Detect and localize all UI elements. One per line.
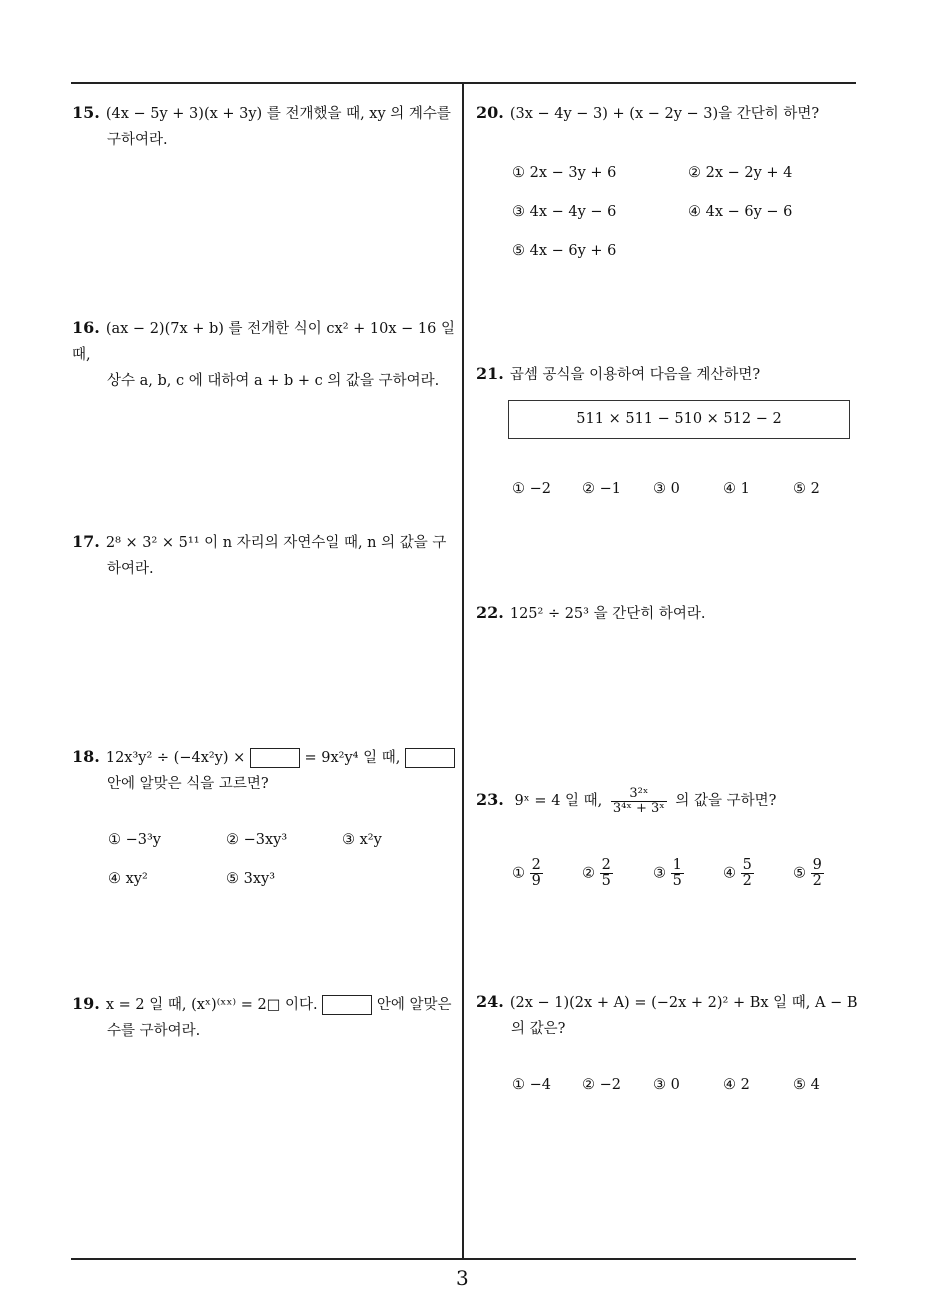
choice-2[interactable]: ② −1 [582,481,621,497]
fraction [611,787,667,815]
choice-3[interactable]: ③ x²y [342,832,382,848]
question-number: 20. [476,103,504,122]
choice-mark: ④ [723,865,736,882]
fraction-numerator: 5 [742,857,752,873]
choice-4[interactable]: ④ xy² [108,871,148,887]
question-24 [476,989,866,1042]
choice-5[interactable] [793,858,824,889]
question-text-cont: 수를 구하여라. [107,1023,201,1039]
question-23 [476,787,861,815]
fraction-denominator: 3⁴ˣ + 3ˣ [612,800,665,816]
question-number: 15. [72,103,100,122]
fraction-denominator: 5 [672,873,682,890]
choice-5[interactable]: ⑤ 3xy³ [226,871,276,887]
choice-fraction [530,858,543,889]
question-text: 12x³y² ÷ (−4x²y) × [105,750,246,766]
answer-blank-box [405,748,455,768]
choice-3[interactable] [653,858,684,889]
question-text: (2x − 1)(2x + A) = (−2x + 2)² + Bx 일 때, A − B [509,995,858,1011]
question-text: (ax − 2)(7x + b) 를 전개한 식이 cx² + 10x − 16 일 때, [72,321,455,363]
fraction-numerator: 1 [672,857,682,873]
question-text: = 9x²y⁴ 일 때, [304,750,401,766]
choice-mark: ① [512,865,525,882]
choice-mark: ⑤ [793,865,806,882]
choice-3[interactable]: ③ 0 [653,481,680,497]
question-text-cont: 상수 a, b, c 에 대하여 a + b + c 의 값을 구하여라. [107,373,440,389]
choice-fraction [600,858,613,889]
choice-3[interactable]: ③ 0 [653,1077,680,1093]
question-text-cont: 구하여라. [107,132,168,148]
fraction-numerator: 3²ˣ [611,787,667,802]
choice-fraction [671,858,684,889]
choice-1[interactable]: ① −3³y [108,832,161,848]
question-18 [72,744,462,797]
question-text: 9ˣ = 4 일 때, [514,793,603,810]
fraction-denominator: 2 [742,873,752,890]
choice-2[interactable]: ② 2x − 2y + 4 [688,165,793,181]
question-text: x = 2 일 때, (xˣ)⁽ˣˣ⁾ = 2□ 이다. [105,997,318,1013]
answer-blank-box [322,995,372,1015]
question-number: 17. [72,532,100,551]
question-number: 22. [476,603,504,622]
question-17 [72,529,457,582]
question-21-choices [512,478,832,502]
page-number: 3 [456,1266,469,1290]
answer-blank-box [250,748,300,768]
choice-3[interactable]: ③ 4x − 4y − 6 [512,204,617,220]
choice-4[interactable]: ④ 2 [723,1077,750,1093]
choice-5[interactable]: ⑤ 2 [793,481,820,497]
question-18-choices [108,829,448,889]
question-text: (3x − 4y − 3) + (x − 2y − 3)을 간단히 하면? [509,106,820,122]
choice-fraction [741,858,754,889]
question-text: 125² ÷ 25³ 을 간단히 하여라. [509,606,706,622]
question-15 [72,100,457,153]
choice-1[interactable]: ① −2 [512,481,551,497]
question-text: (4x − 5y + 3)(x + 3y) 를 전개했을 때, xy 의 계수를 [105,106,451,122]
question-24-choices [512,1074,832,1098]
choice-5[interactable]: ⑤ 4 [793,1077,820,1093]
question-23-choices [512,858,832,900]
question-number: 18. [72,747,100,766]
question-number: 24. [476,992,504,1011]
question-text: 곱셈 공식을 이용하여 다음을 계산하면? [509,367,761,383]
question-16 [72,315,457,394]
choice-5[interactable]: ⑤ 4x − 6y + 6 [512,243,617,259]
top-rule [71,82,856,84]
expression-box: 511 × 511 − 510 × 512 − 2 [508,400,850,439]
choice-4[interactable]: ④ 4x − 6y − 6 [688,204,793,220]
question-text: 안에 알맞은 [376,997,452,1013]
question-number: 23. [476,790,504,809]
choice-1[interactable]: ① −4 [512,1077,551,1093]
choice-mark: ② [582,865,595,882]
question-text: 2⁸ × 3² × 5¹¹ 이 n 자리의 자연수일 때, n 의 값을 구 [105,535,447,551]
question-text-cont: 의 값은? [511,1021,566,1037]
choice-fraction [811,858,824,889]
choice-mark: ③ [653,865,666,882]
question-19 [72,991,462,1044]
fraction-numerator: 2 [531,857,541,873]
fraction-numerator: 2 [601,857,611,873]
choice-2[interactable]: ② −3xy³ [226,832,288,848]
question-text-cont: 안에 알맞은 식을 고르면? [107,776,269,792]
question-20 [476,100,861,127]
question-21 [476,361,861,388]
choice-1[interactable] [512,858,543,889]
choice-2[interactable] [582,858,613,889]
question-number: 21. [476,364,504,383]
question-text: 의 값을 구하면? [675,793,777,810]
fraction-denominator: 9 [531,873,541,890]
question-number: 16. [72,318,100,337]
fraction-numerator: 9 [812,857,822,873]
fraction-denominator: 5 [601,873,611,890]
question-number: 19. [72,994,100,1013]
question-20-choices [512,162,832,262]
bottom-rule [71,1258,856,1260]
choice-4[interactable]: ④ 1 [723,481,750,497]
column-divider [462,82,464,1259]
question-22 [476,600,861,627]
choice-2[interactable]: ② −2 [582,1077,621,1093]
question-text-cont: 하여라. [107,561,154,577]
choice-4[interactable] [723,858,754,889]
choice-1[interactable]: ① 2x − 3y + 6 [512,165,617,181]
fraction-denominator: 2 [812,873,822,890]
